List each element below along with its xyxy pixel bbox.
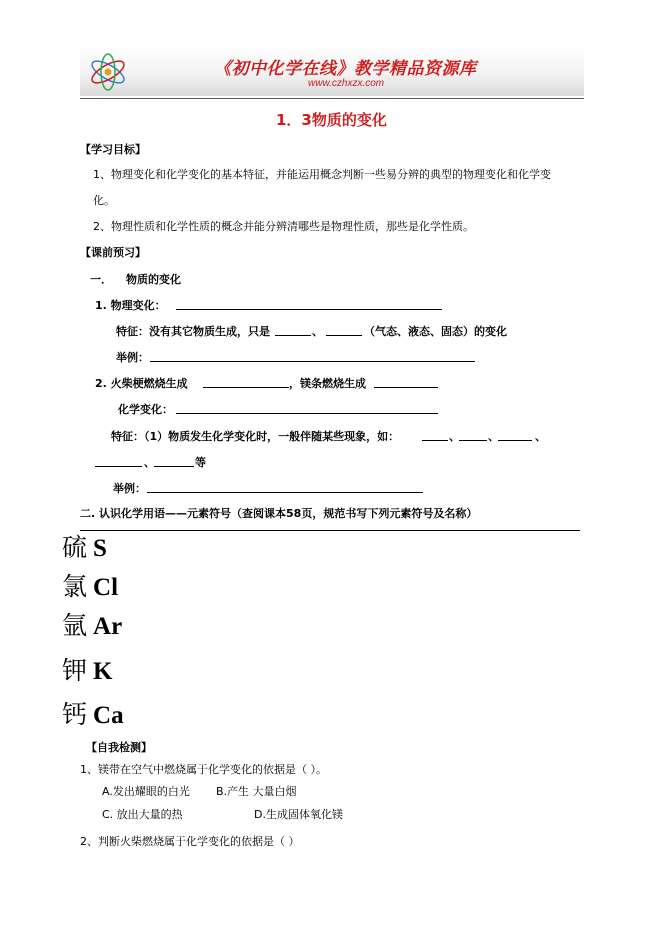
question-2: 2、判断火柴燃烧属于化学变化的依据是（ ） — [80, 835, 300, 848]
match-burn-label: 2. 火柴梗燃烧生成 — [95, 377, 188, 390]
element-row — [62, 651, 112, 687]
section2-heading: 二. 认识化学用语——元素符号（查阅课本58页，规范书写下列元素符号及名称） — [80, 507, 478, 520]
atom-logo-icon — [86, 50, 130, 94]
option-a[interactable]: A.发出耀眼的白光 — [102, 785, 190, 798]
objective-1-line2: 化。 — [93, 194, 115, 207]
chemical-feature: 特征：（1）物质发生化学变化时，一般伴随某些现象，如： — [111, 430, 400, 443]
physical-change-label: 1. 物理变化： — [95, 299, 166, 312]
question-1: 1、镁带在空气中燃烧属于化学变化的依据是（ ）。 — [80, 763, 327, 776]
match-burn-blank[interactable] — [203, 387, 289, 388]
phenomenon-blank-2[interactable] — [459, 440, 487, 441]
element-symbol: S — [93, 535, 107, 562]
banner-url: www.czhxzx.com — [308, 78, 385, 89]
section1-title: 物质的变化 — [126, 273, 181, 286]
phenomenon-sep-1: 、 — [449, 430, 460, 443]
phenomenon-blank-1[interactable] — [422, 440, 448, 441]
phenomenon-sep-4: 、 — [144, 456, 155, 469]
phenomenon-sep-3: 、 — [535, 430, 546, 443]
element-row — [62, 695, 124, 731]
element-row — [62, 606, 122, 642]
section1-number: 一． — [90, 273, 112, 286]
page-title: 1．3物质的变化 — [276, 111, 387, 129]
element-row — [62, 528, 107, 564]
header-divider — [80, 98, 584, 99]
phenomenon-sep-2: 、 — [488, 430, 499, 443]
element-name: 氯 — [62, 572, 88, 601]
physical-feature-a: 特征：没有其它物质生成，只是 — [116, 325, 270, 338]
banner-title: 《初中化学在线》教学精品资源库 — [214, 59, 477, 79]
preview-heading: 【课前预习】 — [80, 246, 146, 259]
element-name: 钾 — [62, 656, 88, 685]
option-d[interactable]: D.生成固体氧化镁 — [254, 808, 343, 821]
selfcheck-heading: 【自我检测】 — [86, 741, 152, 754]
chemical-change-blank[interactable] — [176, 413, 438, 414]
state-blank-2[interactable] — [326, 335, 362, 336]
header-banner — [80, 44, 584, 96]
physical-example-label: 举例： — [116, 351, 149, 364]
option-c[interactable]: C. 放出大量的热 — [102, 808, 183, 821]
element-symbol: K — [93, 658, 113, 685]
physical-feature-b: （气态、液态、固态）的变化 — [364, 325, 507, 338]
chemical-example-label: 举例： — [113, 482, 146, 495]
option-b[interactable]: B.产生 大量白烟 — [216, 785, 297, 798]
state-blank-1[interactable] — [275, 335, 311, 336]
element-row — [62, 567, 118, 603]
element-name: 钙 — [62, 700, 88, 729]
chemical-change-label: 化学变化： — [118, 403, 173, 416]
objective-1-line1: 1、物理变化和化学变化的基本特征，并能运用概念判断一些易分辨的典型的物理变化和化学变 — [93, 168, 551, 181]
objective-2: 2、物理性质和化学性质的概念并能分辨清哪些是物理性质，那些是化学性质。 — [93, 220, 474, 233]
feature-separator: 、 — [312, 325, 323, 338]
phenomenon-deng: 等 — [195, 456, 206, 469]
mg-burn-blank[interactable] — [374, 387, 438, 388]
physical-change-blank[interactable] — [176, 309, 442, 310]
chemical-example-blank[interactable] — [147, 492, 423, 493]
mg-burn-label: ，镁条燃烧生成 — [289, 377, 366, 390]
element-symbol: Ca — [93, 702, 124, 729]
element-name: 氩 — [62, 611, 88, 640]
element-name: 硫 — [62, 533, 88, 562]
phenomenon-blank-3[interactable] — [498, 440, 532, 441]
objectives-heading: 【学习目标】 — [80, 143, 146, 156]
section2-divider — [80, 530, 580, 531]
physical-example-blank[interactable] — [150, 361, 475, 362]
phenomenon-blank-5[interactable] — [154, 466, 194, 467]
element-symbol: Cl — [93, 574, 119, 601]
phenomenon-blank-4[interactable] — [95, 466, 142, 467]
element-symbol: Ar — [93, 613, 123, 640]
